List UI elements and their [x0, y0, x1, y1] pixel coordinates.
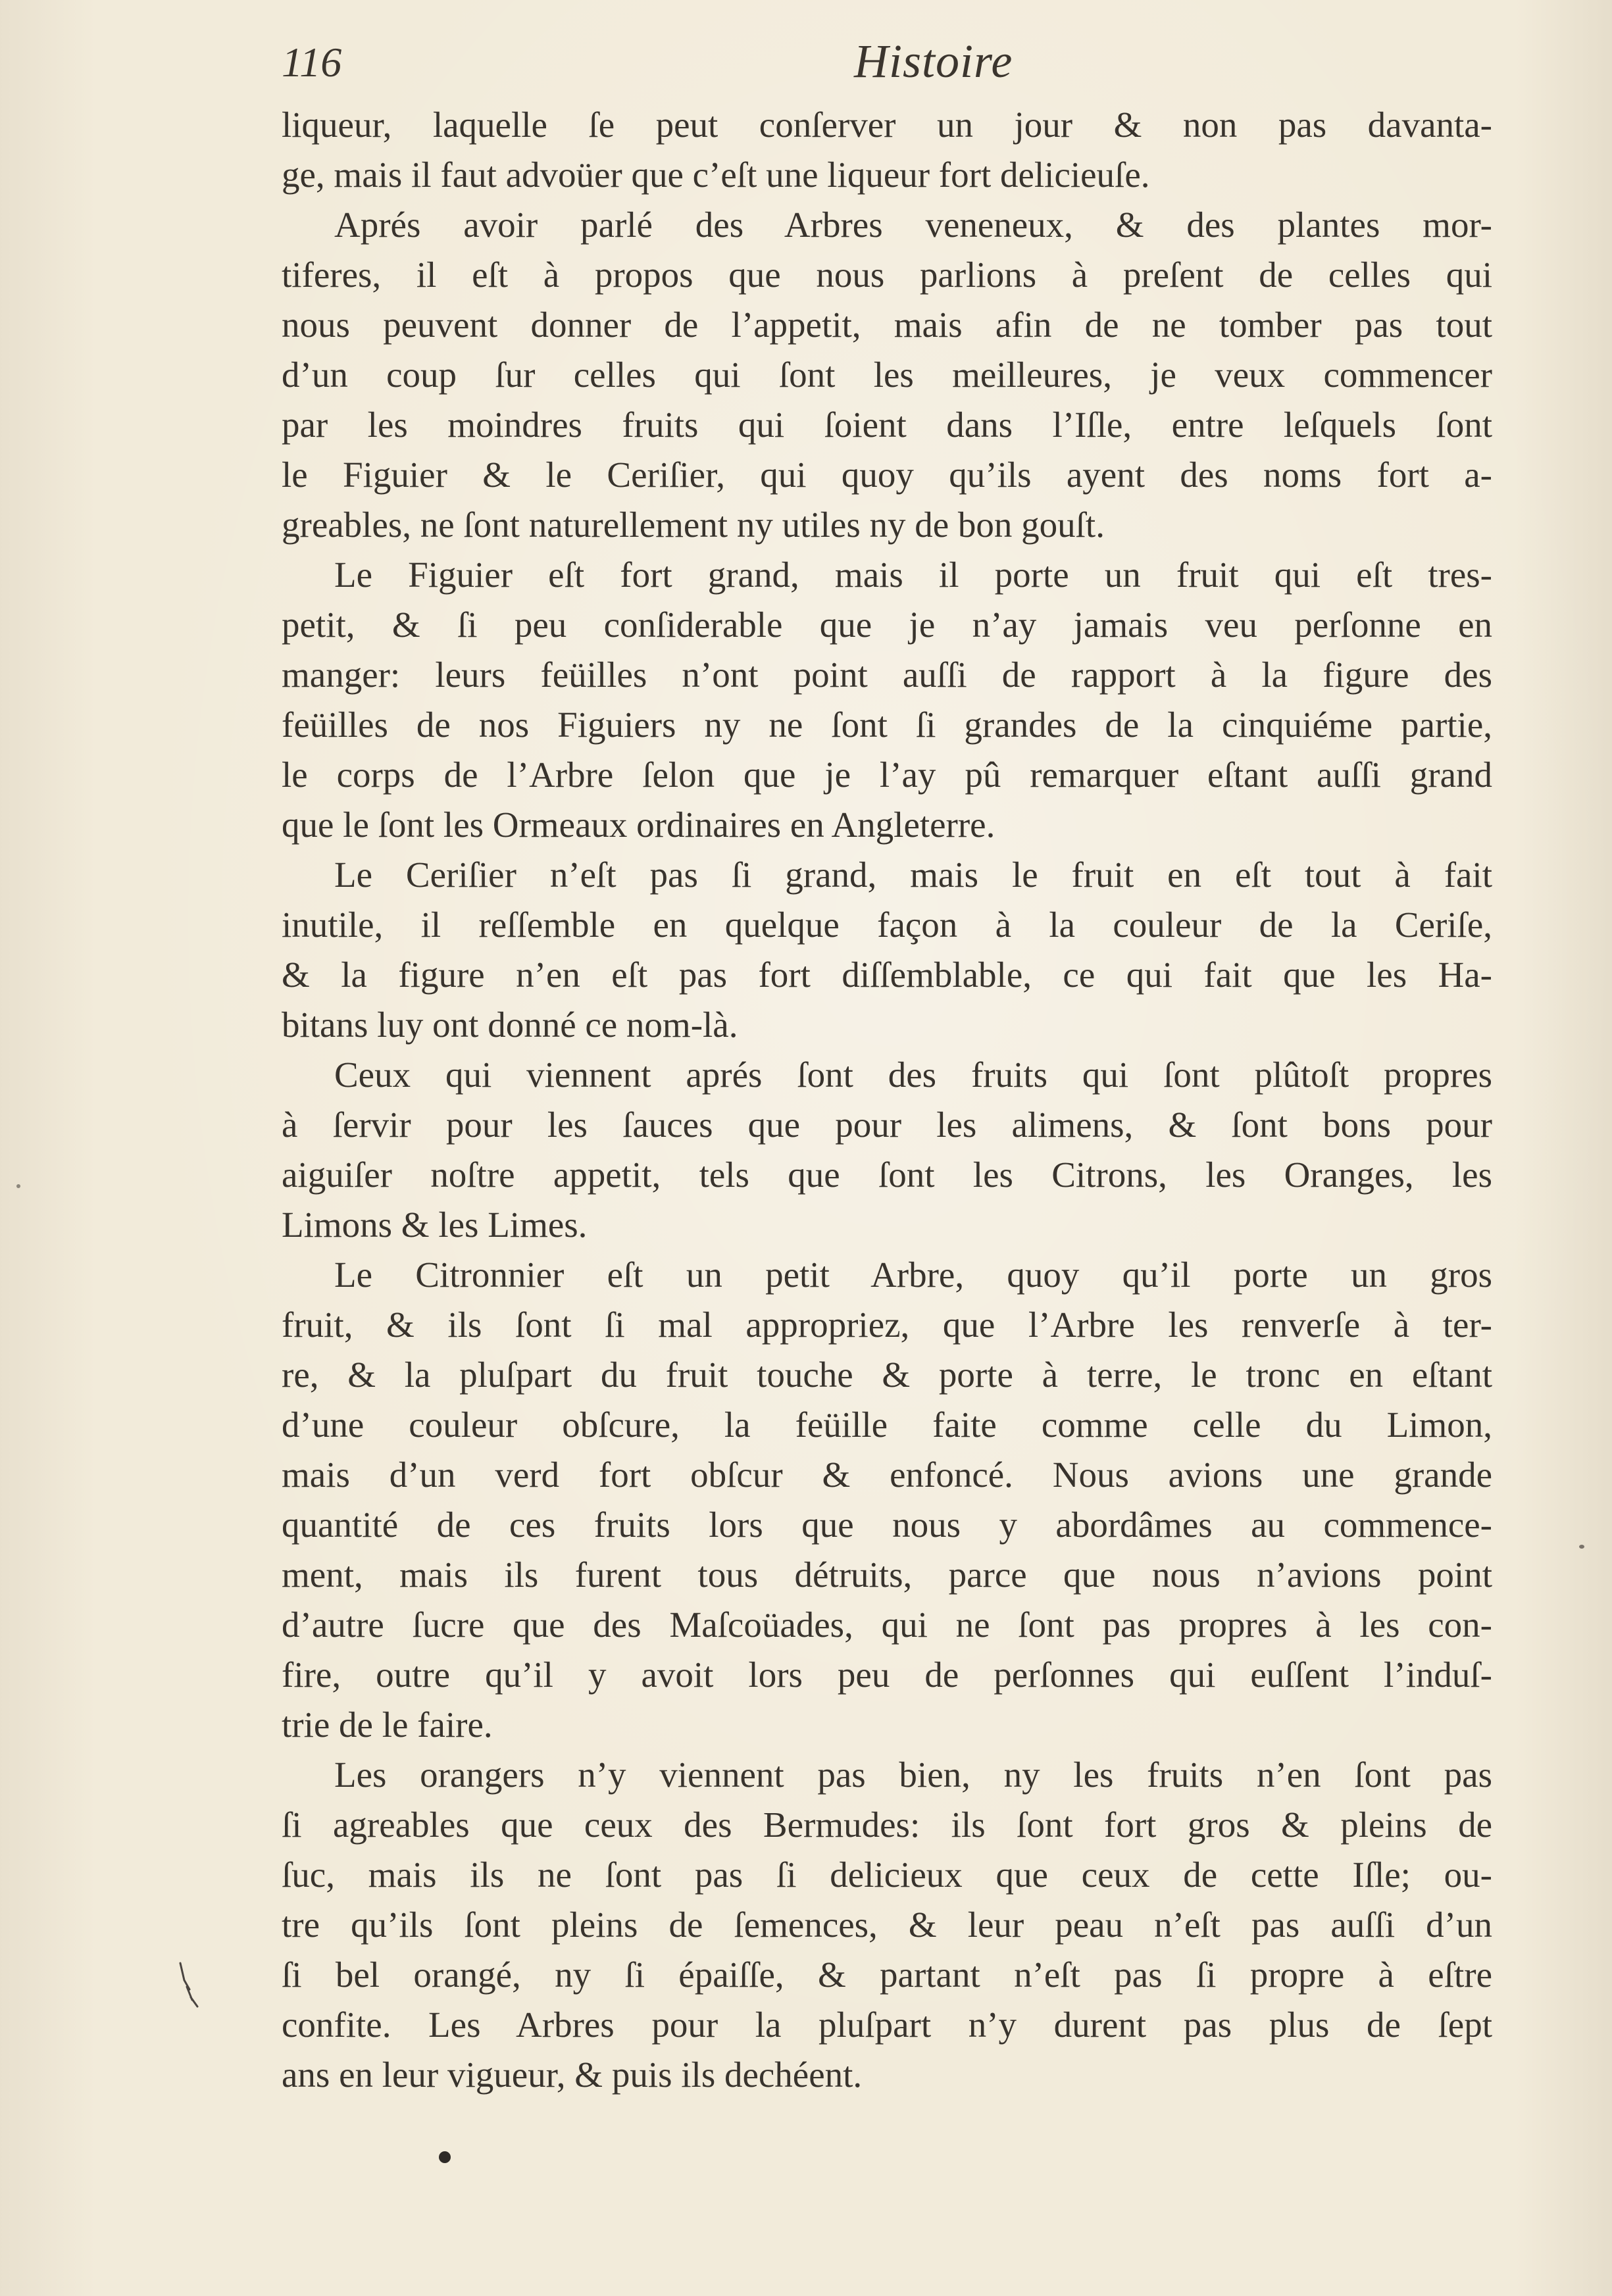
text-line: greables, ne ſont naturellement ny utiles ny de bon gouſt. — [282, 505, 1105, 545]
text-line: aiguiſer noſtre appetit, tels que ſont les Citrons, les Oranges, les — [282, 1155, 1492, 1195]
text-line: trie de le faire. — [282, 1705, 493, 1745]
text-line: fruit, & ils ſont ſi mal appropriez, que l’Arbre les renverſe à ter- — [282, 1305, 1492, 1345]
text-line: ans en leur vigueur, & puis ils dechéent. — [282, 2055, 863, 2095]
stray-pen-mark — [178, 1960, 204, 2013]
text-line: confite. Les Arbres pour la pluſpart n’y durent pas plus de ſept — [282, 2005, 1492, 2045]
paragraph-first-line: Les orangers n’y viennent pas bien, ny les fruits n’en ſont pas — [334, 1755, 1492, 1795]
paragraph-first-line: Aprés avoir parlé des Arbres veneneux, & des plantes mor- — [334, 205, 1492, 245]
text-line: d’un coup ſur celles qui ſont les meilleures, je veux commencer — [282, 355, 1492, 395]
text-line: que le ſont les Ormeaux ordinaires en Angleterre. — [282, 805, 995, 845]
text-line: liqueur, laquelle ſe peut conſerver un jour & non pas davanta- — [282, 105, 1492, 145]
text-line: & la figure n’en eſt pas fort diſſemblable, ce qui fait que les Ha- — [282, 955, 1492, 995]
text-line: par les moindres fruits qui ſoient dans l’Iſle, entre leſquels ſont — [282, 405, 1492, 445]
paragraph-first-line: Ceux qui viennent aprés ſont des fruits qui ſont plûtoſt propres — [334, 1055, 1492, 1095]
ink-speck — [16, 1184, 20, 1188]
text-line: bitans luy ont donné ce nom-là. — [282, 1005, 738, 1045]
text-line: ſi agreables que ceux des Bermudes: ils ſont fort gros & pleins de — [282, 1805, 1492, 1845]
text-line: le Figuier & le Ceriſier, qui quoy qu’ils ayent des noms fort a- — [282, 455, 1492, 495]
text-line: le corps de l’Arbre ſelon que je l’ay pû remarquer eſtant auſſi grand — [282, 755, 1492, 795]
text-line: ſi bel orangé, ny ſi épaiſſe, & partant n’eſt pas ſi propre à eſtre — [282, 1955, 1492, 1995]
text-line: fire, outre qu’il y avoit lors peu de perſonnes qui euſſent l’induſ- — [282, 1655, 1492, 1695]
text-line: Limons & les Limes. — [282, 1205, 588, 1245]
text-line: ſuc, mais ils ne ſont pas ſi delicieux que ceux de cette Iſle; ou- — [282, 1855, 1492, 1895]
page-number: 116 — [282, 39, 342, 86]
page-header — [282, 34, 1492, 100]
text-line: ge, mais il faut advoüer que c’eſt une liqueur fort delicieuſe. — [282, 155, 1150, 195]
text-line: manger: leurs feüilles n’ont point auſſi de rapport à la figure des — [282, 655, 1492, 695]
ink-speck — [439, 2151, 451, 2163]
paragraph-first-line: Le Figuier eſt fort grand, mais il porte un fruit qui eſt tres- — [334, 555, 1492, 595]
text-line: feüilles de nos Figuiers ny ne ſont ſi grandes de la cinquiéme partie, — [282, 705, 1492, 745]
text-line: quantité de ces fruits lors que nous y abordâmes au commence- — [282, 1505, 1492, 1545]
ink-speck — [1579, 1545, 1584, 1549]
paragraph-first-line: Le Citronnier eſt un petit Arbre, quoy qu’il porte un gros — [334, 1255, 1492, 1295]
text-line: tiferes, il eſt à propos que nous parlions à preſent de celles qui — [282, 255, 1492, 295]
paragraph-first-line: Le Ceriſier n’eſt pas ſi grand, mais le fruit en eſt tout à fait — [334, 855, 1492, 895]
text-line: petit, & ſi peu conſiderable que je n’ay jamais veu perſonne en — [282, 605, 1492, 645]
text-line: ment, mais ils furent tous détruits, parce que nous n’avions point — [282, 1555, 1492, 1595]
text-line: mais d’un verd fort obſcur & enfoncé. Nous avions une grande — [282, 1455, 1492, 1495]
text-line: d’une couleur obſcure, la feüille faite comme celle du Limon, — [282, 1405, 1492, 1445]
text-line: tre qu’ils ſont pleins de ſemences, & leur peau n’eſt pas auſſi d’un — [282, 1905, 1492, 1945]
text-line: re, & la pluſpart du fruit touche & porte à terre, le tronc en eſtant — [282, 1355, 1492, 1395]
text-line: d’autre ſucre que des Maſcoüades, qui ne ſont pas propres à les con- — [282, 1605, 1492, 1645]
text-line: nous peuvent donner de l’appetit, mais afin de ne tomber pas tout — [282, 305, 1492, 345]
body-text — [282, 100, 1492, 2100]
running-head: Histoire — [854, 35, 1013, 87]
text-line: à ſervir pour les ſauces que pour les alimens, & ſont bons pour — [282, 1105, 1492, 1145]
text-line: inutile, il reſſemble en quelque façon à la couleur de la Ceriſe, — [282, 905, 1492, 945]
